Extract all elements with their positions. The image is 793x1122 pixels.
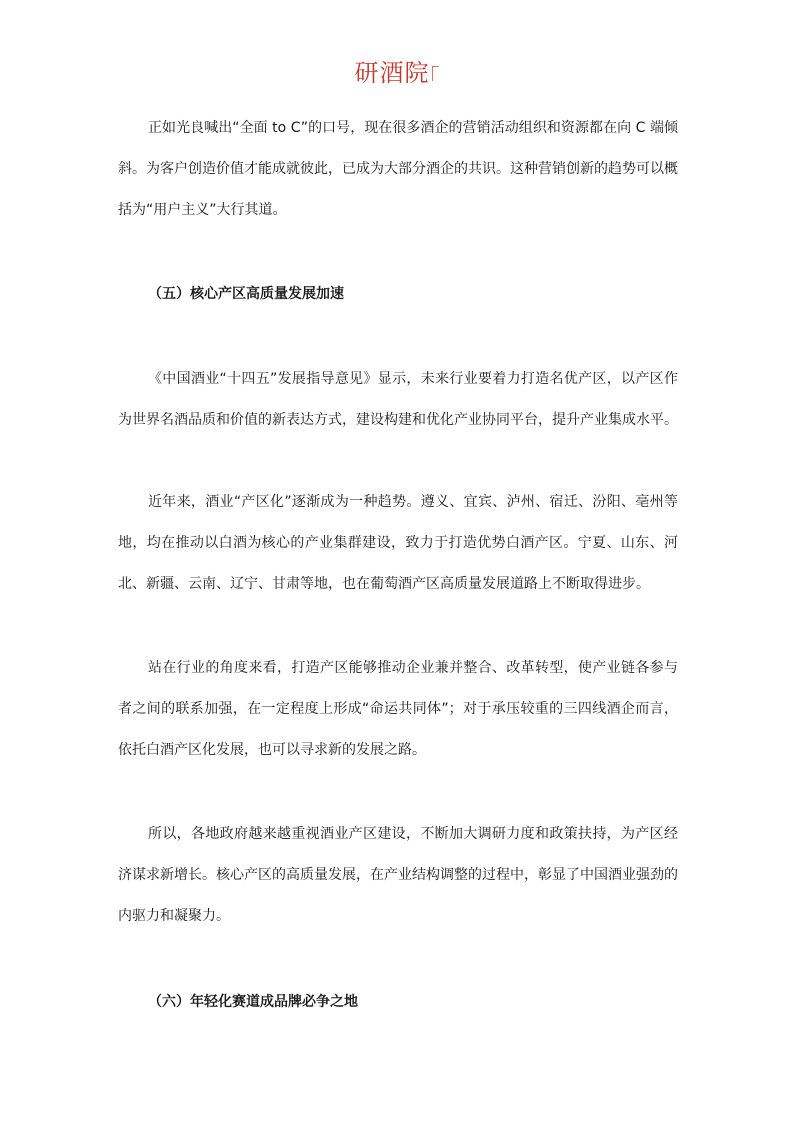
- paragraph-1: 正如光良喊出“全面 to C”的口号，现在很多酒企的营销活动组织和资源都在向 C 端倾斜。为客户创造价值才能成就彼此，已成为大部分酒企的共识。这种营销创新的趋势可以概括为“用户主义”大行其道。: [118, 120, 678, 218]
- brand-logo: [0, 56, 793, 96]
- section-heading-6: （六）年轻化赛道成品牌必争之地: [148, 994, 358, 1010]
- logo-text: 研酒院: [354, 59, 430, 87]
- section-heading-5: （五）核心产区高质量发展加速: [148, 286, 344, 302]
- paragraph-5: 所以，各地政府越来越重视酒业产区建设，不断加大调研力度和政策扶持，为产区经济谋求新增长。核心产区的高质量发展，在产业结构调整的过程中，彰显了中国酒业强劲的内驱力和凝聚力。: [118, 826, 678, 924]
- paragraph-4: 站在行业的角度来看，打造产区能够推动企业兼并整合、改革转型，使产业链各参与者之间的联系加强，在一定程度上形成“命运共同体”；对于承压较重的三四线酒企而言，依托白酒产区化发展，也可以寻求新的发展之路。: [118, 660, 678, 758]
- paragraph-3: 近年来，酒业“产区化”逐渐成为一种趋势。遵义、宜宾、泸州、宿迁、汾阳、亳州等地，均在推动以白酒为核心的产业集群建设，致力于打造优势白酒产区。宁夏、山东、河北、新疆、云南、辽宁、甘肃等地，也在葡萄酒产区高质量发展道路上不断取得进步。: [118, 494, 678, 592]
- paragraph-2: 《中国酒业“十四五”发展指导意见》显示，未来行业要着力打造名优产区，以产区作为世界名酒品质和价值的新表达方式，建设构建和优化产业协同平台，提升产业集成水平。: [118, 371, 678, 428]
- logo-mark-icon: [432, 66, 439, 81]
